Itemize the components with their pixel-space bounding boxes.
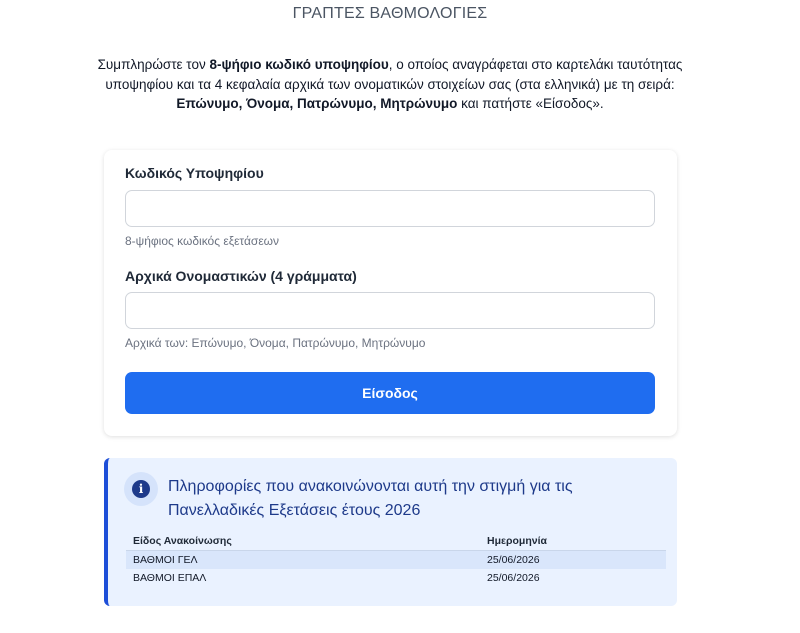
announcement-type: ΒΑΘΜΟΙ ΕΠΑΛ <box>133 572 207 584</box>
instructions-bold-code: 8-ψήφιο κωδικό υποψηφίου <box>209 57 389 72</box>
initials-help: Αρχικά των: Επώνυμο, Όνομα, Πατρώνυμο, Μητρώνυμο <box>125 336 426 350</box>
column-header-type: Είδος Ανακοίνωσης <box>126 532 480 551</box>
table-row <box>126 551 666 570</box>
instructions <box>95 55 685 114</box>
submit-button[interactable]: Είσοδος <box>125 372 655 414</box>
column-header-date: Ημερομηνία <box>480 532 666 551</box>
table-header-row <box>126 532 666 551</box>
table-row <box>126 569 666 587</box>
candidate-code-input[interactable] <box>125 190 655 227</box>
login-form-card <box>104 150 677 436</box>
info-icon-badge <box>124 472 158 506</box>
initials-label: Αρχικά Ονομαστικών (4 γράμματα) <box>125 268 357 284</box>
instructions-text-2: , ο οποίος αναγράφεται στο καρτελάκι ταυτότητας υποψηφίου και τα 4 κεφαλαία αρχικά των ονοματικών στοιχείων σας (στα ελληνικά) με τη σειρά: <box>105 57 683 92</box>
announcement-type: ΒΑΘΜΟΙ ΓΕΛ <box>126 551 480 570</box>
announcements-panel <box>104 458 677 606</box>
announcements-table <box>126 532 666 587</box>
announcement-date: 25/06/2026 <box>480 551 666 570</box>
info-icon: i <box>132 480 150 498</box>
candidate-code-help: 8-ψήφιος κωδικός εξετάσεων <box>125 234 280 248</box>
announcement-date: 25/06/2026 <box>487 572 540 584</box>
instructions-text-3: και πατήστε «Είσοδος». <box>457 96 604 111</box>
initials-input[interactable] <box>125 292 655 329</box>
page-title: ΓΡΑΠΤΕΣ ΒΑΘΜΟΛΟΓΙΕΣ <box>292 5 488 22</box>
instructions-bold-names: Επώνυμο, Όνομα, Πατρώνυμο, Μητρώνυμο <box>176 96 458 111</box>
announcements-title: Πληροφορίες που ανακοινώνονται αυτή την στιγμή για τις Πανελλαδικές Εξετάσεις έτους 2026 <box>168 478 573 519</box>
instructions-text-1: Συμπληρώστε τον <box>97 57 210 72</box>
candidate-code-label: Κωδικός Υποψηφίου <box>125 165 264 181</box>
